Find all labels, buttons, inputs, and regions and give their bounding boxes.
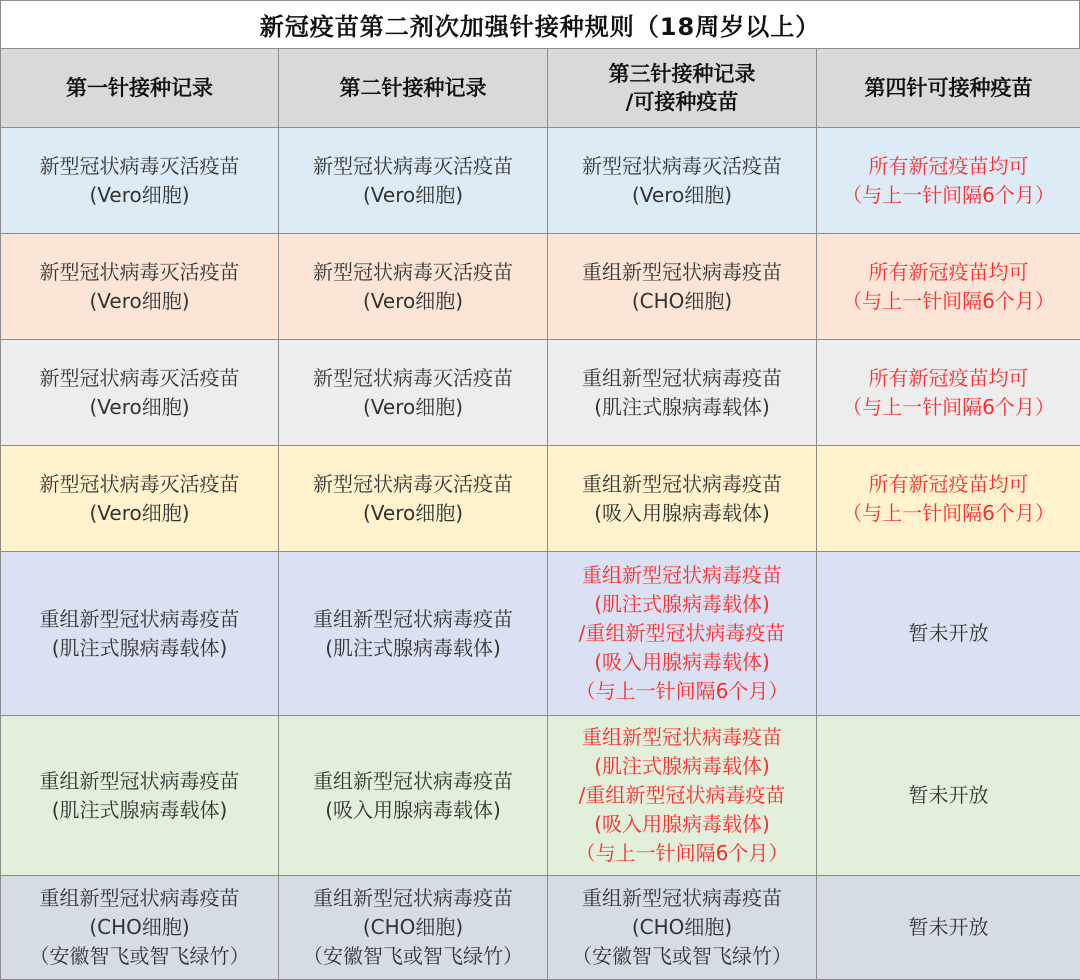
cell-second-dose: 重组新型冠状病毒疫苗 (吸入用腺病毒载体) [279,716,548,876]
cell-fourth-dose: 暂未开放 [817,876,1080,980]
cell-second-dose: 重组新型冠状病毒疫苗 (CHO细胞) （安徽智飞或智飞绿竹） [279,876,548,980]
cell-second-dose: 新型冠状病毒灭活疫苗 (Vero细胞) [279,234,548,340]
table-row [1,446,1080,552]
sheet-title: 新冠疫苗第二剂次加强针接种规则（18周岁以上） [0,0,1080,48]
cell-third-dose: 重组新型冠状病毒疫苗 (肌注式腺病毒载体) [548,340,817,446]
table-row [1,876,1080,980]
cell-second-dose: 新型冠状病毒灭活疫苗 (Vero细胞) [279,340,548,446]
cell-fourth-dose: 暂未开放 [817,716,1080,876]
cell-third-dose: 重组新型冠状病毒疫苗 (肌注式腺病毒载体) /重组新型冠状病毒疫苗 (吸入用腺病毒载体) （与上一针间隔6个月） [548,552,817,716]
cell-second-dose: 新型冠状病毒灭活疫苗 (Vero细胞) [279,128,548,234]
cell-fourth-dose: 暂未开放 [817,552,1080,716]
cell-fourth-dose: 所有新冠疫苗均可 （与上一针间隔6个月） [817,340,1080,446]
header-third-dose: 第三针接种记录 /可接种疫苗 [548,49,817,128]
cell-second-dose: 重组新型冠状病毒疫苗 (肌注式腺病毒载体) [279,552,548,716]
table-row [1,552,1080,716]
header-row [1,49,1080,128]
cell-first-dose: 重组新型冠状病毒疫苗 (肌注式腺病毒载体) [1,552,279,716]
table-row [1,716,1080,876]
cell-third-dose: 重组新型冠状病毒疫苗 (肌注式腺病毒载体) /重组新型冠状病毒疫苗 (吸入用腺病毒载体) （与上一针间隔6个月） [548,716,817,876]
cell-third-dose: 重组新型冠状病毒疫苗 (吸入用腺病毒载体) [548,446,817,552]
table-row [1,128,1080,234]
cell-fourth-dose: 所有新冠疫苗均可 （与上一针间隔6个月） [817,234,1080,340]
header-second-dose: 第二针接种记录 [279,49,548,128]
cell-first-dose: 重组新型冠状病毒疫苗 (CHO细胞) （安徽智飞或智飞绿竹） [1,876,279,980]
rules-table [0,48,1080,980]
cell-first-dose: 重组新型冠状病毒疫苗 (肌注式腺病毒载体) [1,716,279,876]
cell-fourth-dose: 所有新冠疫苗均可 （与上一针间隔6个月） [817,446,1080,552]
cell-second-dose: 新型冠状病毒灭活疫苗 (Vero细胞) [279,446,548,552]
cell-third-dose: 新型冠状病毒灭活疫苗 (Vero细胞) [548,128,817,234]
table-row [1,340,1080,446]
cell-first-dose: 新型冠状病毒灭活疫苗 (Vero细胞) [1,340,279,446]
table-row [1,234,1080,340]
cell-first-dose: 新型冠状病毒灭活疫苗 (Vero细胞) [1,128,279,234]
header-first-dose: 第一针接种记录 [1,49,279,128]
header-fourth-dose: 第四针可接种疫苗 [817,49,1080,128]
cell-fourth-dose: 所有新冠疫苗均可 （与上一针间隔6个月） [817,128,1080,234]
cell-first-dose: 新型冠状病毒灭活疫苗 (Vero细胞) [1,446,279,552]
cell-third-dose: 重组新型冠状病毒疫苗 (CHO细胞) （安徽智飞或智飞绿竹） [548,876,817,980]
cell-third-dose: 重组新型冠状病毒疫苗 (CHO细胞) [548,234,817,340]
cell-first-dose: 新型冠状病毒灭活疫苗 (Vero细胞) [1,234,279,340]
